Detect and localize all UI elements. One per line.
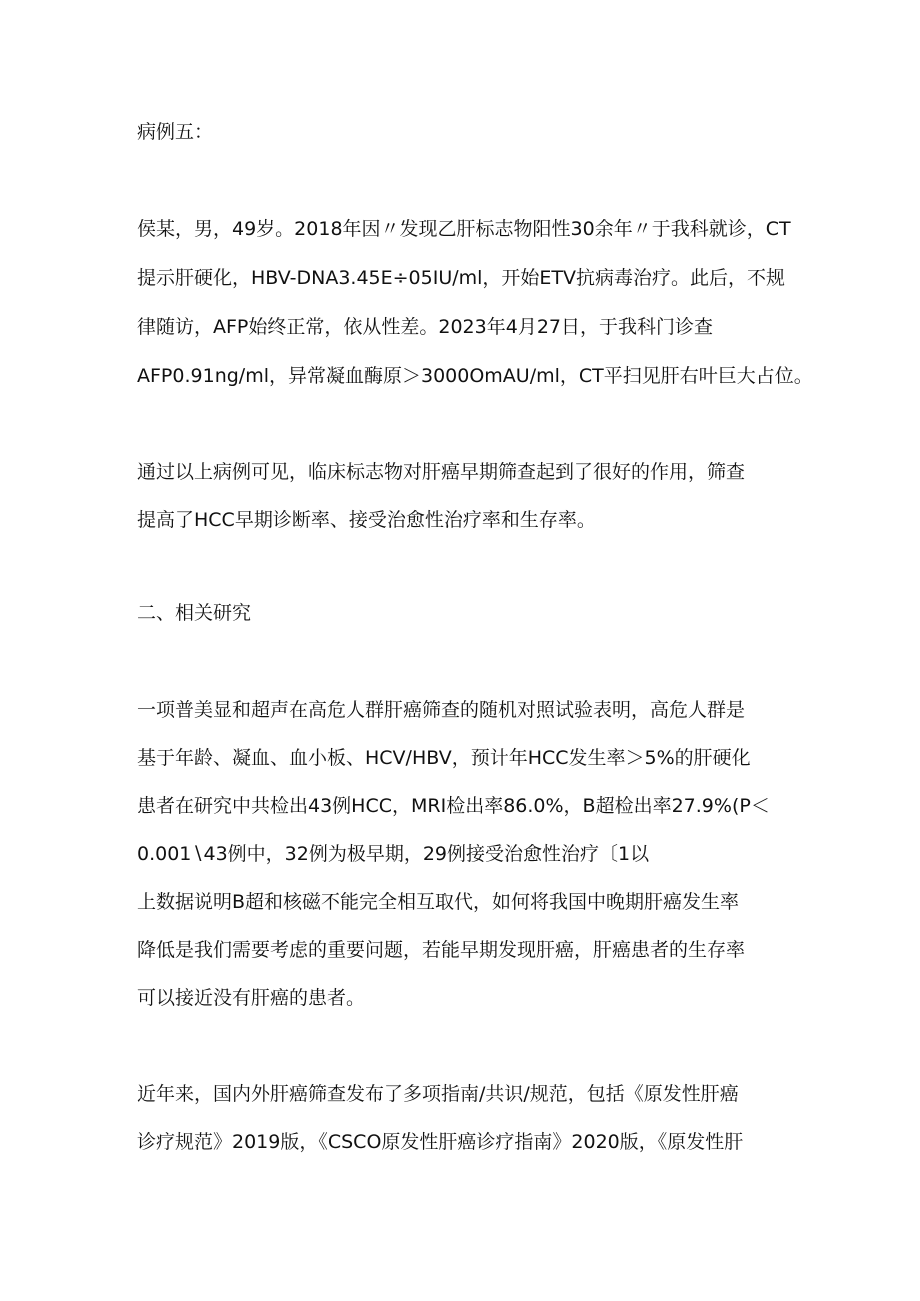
- paragraph-line: 0.001∖43例中，32例为极早期，29例接受治愈性治疗〔1以: [137, 843, 650, 865]
- paragraph-line: 患者在研究中共检出43例HCC，MRI检出率86.0%，B超检出率27.9%(P＜: [137, 795, 770, 817]
- paragraph-line: 通过以上病例可见，临床标志物对肝癌早期筛查起到了很好的作用，筛查: [137, 461, 746, 483]
- paragraph-line: 律随访，AFP始终正常，依从性差。2023年4月27日，于我科门诊查: [137, 316, 714, 338]
- paragraph-line: 诊疗规范》2019版，《CSCO原发性肝癌诊疗指南》2020版，《原发性肝: [137, 1131, 744, 1153]
- paragraph-line: 基于年龄、凝血、血小板、HCV∕HBV，预计年HCC发生率＞5%的肝硬化: [137, 747, 751, 769]
- paragraph-line: AFP0.91ng∕ml，异常凝血酶原＞3000OmAU/ml，CT平扫见肝右叶巨大占位。: [137, 365, 813, 387]
- paragraph-line: 可以接近没有肝癌的患者。: [137, 987, 366, 1009]
- section-heading: 二、相关研究: [137, 602, 252, 624]
- paragraph-line: 侯某，男，49岁。2018年因〃发现乙肝标志物阳性30余年〃于我科就诊，CT: [137, 218, 791, 240]
- paragraph-line: 一项普美显和超声在高危人群肝癌筛查的随机对照试验表明，高危人群是: [137, 699, 746, 721]
- case-heading: 病例五：: [137, 121, 214, 143]
- paragraph-line: 近年来，国内外肝癌筛查发布了多项指南/共识/规范，包括《原发性肝癌: [137, 1083, 739, 1105]
- paragraph-line: 降低是我们需要考虑的重要问题，若能早期发现肝癌，肝癌患者的生存率: [137, 939, 746, 961]
- paragraph-line: 上数据说明B超和核磁不能完全相互取代，如何将我国中晚期肝癌发生率: [137, 891, 740, 913]
- paragraph-line: 提高了HCC早期诊断率、接受治愈性治疗率和生存率。: [137, 509, 596, 531]
- paragraph-line: 提示肝硬化，HBV-DNA3.45E÷05IU∕ml，开始ETV抗病毒治疗。此后，不规: [137, 267, 786, 289]
